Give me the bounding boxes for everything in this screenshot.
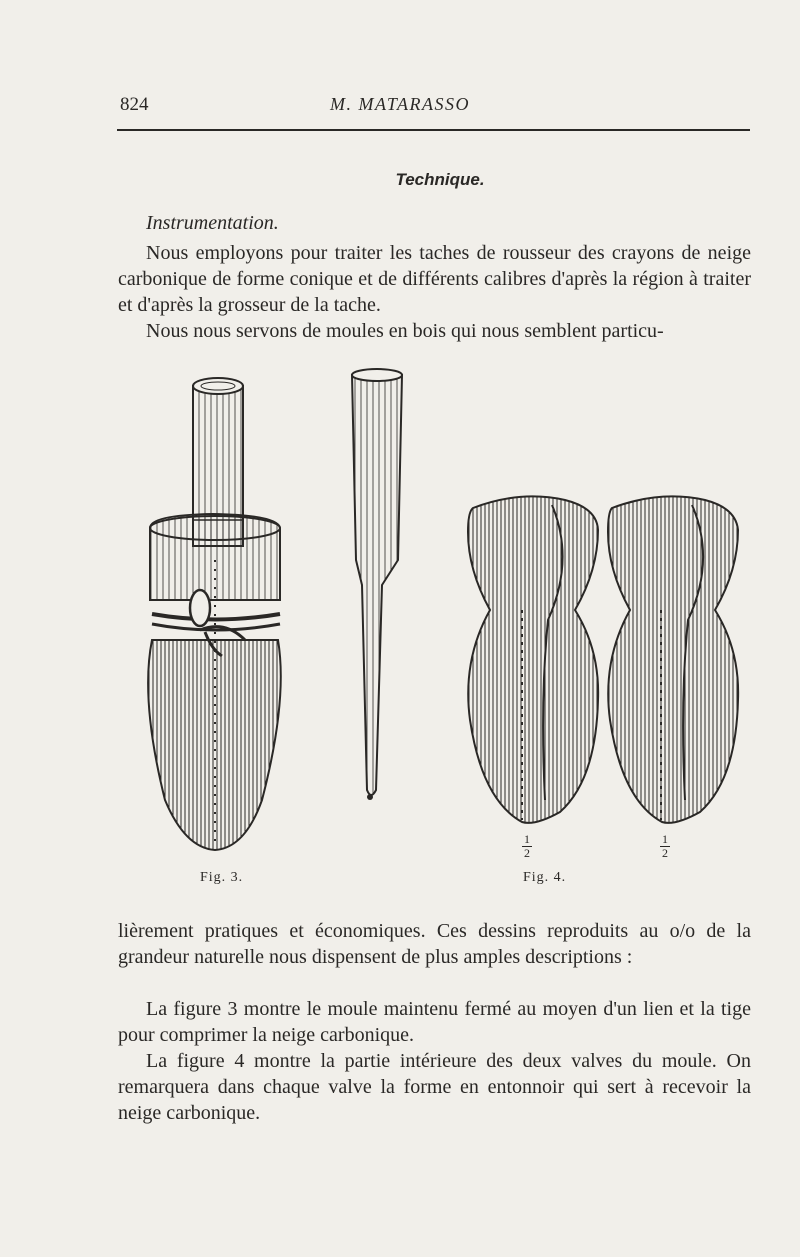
- valve-label-left: [520, 833, 534, 860]
- running-head-author: M. MATARASSO: [330, 94, 470, 114]
- valve-label-right-numerator: 1: [662, 832, 668, 846]
- subheading: Instrumentation.: [146, 212, 279, 234]
- paragraph-4: La figure 3 montre le moule maintenu fermé au moyen d'un lien et la tige pour comprimer la neige carbonique.: [118, 998, 751, 1046]
- valve-label-right-denominator: 2: [662, 846, 668, 860]
- page-number: 824: [120, 94, 149, 115]
- fig3-caption: Fig. 3.: [200, 870, 244, 885]
- fig3-rod-drawing: [352, 369, 402, 800]
- paragraph-1: Nous employons pour traiter les taches de rousseur des crayons de neige carbonique de forme conique et de différents calibres d'après la région à traiter et d'après la grosseur de la tache.: [118, 242, 751, 316]
- section-title: Technique.: [395, 170, 485, 189]
- valve-label-left-denominator: 2: [524, 846, 530, 860]
- fig4-left-valve-drawing: [468, 496, 598, 822]
- paragraph-2: Nous nous servons de moules en bois qui nous semblent particu-: [146, 320, 664, 342]
- valve-label-right: [658, 833, 672, 860]
- paragraph-3: lièrement pratiques et économiques. Ces dessins reproduits au o/o de la grandeur naturelle nous dispensent de plus amples descriptions :: [118, 920, 751, 968]
- fig4-caption: Fig. 4.: [523, 870, 567, 885]
- valve-label-left-numerator: 1: [524, 832, 530, 846]
- paragraph-5: La figure 4 montre la partie intérieure des deux valves du moule. On remarquera dans chaque valve la forme en entonnoir qui sert à recevoir la neige carbonique.: [118, 1050, 751, 1124]
- figure-illustrations: [0, 360, 800, 900]
- header-rule: [117, 129, 750, 131]
- fig3-mould-drawing: [148, 378, 281, 850]
- fig4-right-valve-drawing: [608, 496, 738, 822]
